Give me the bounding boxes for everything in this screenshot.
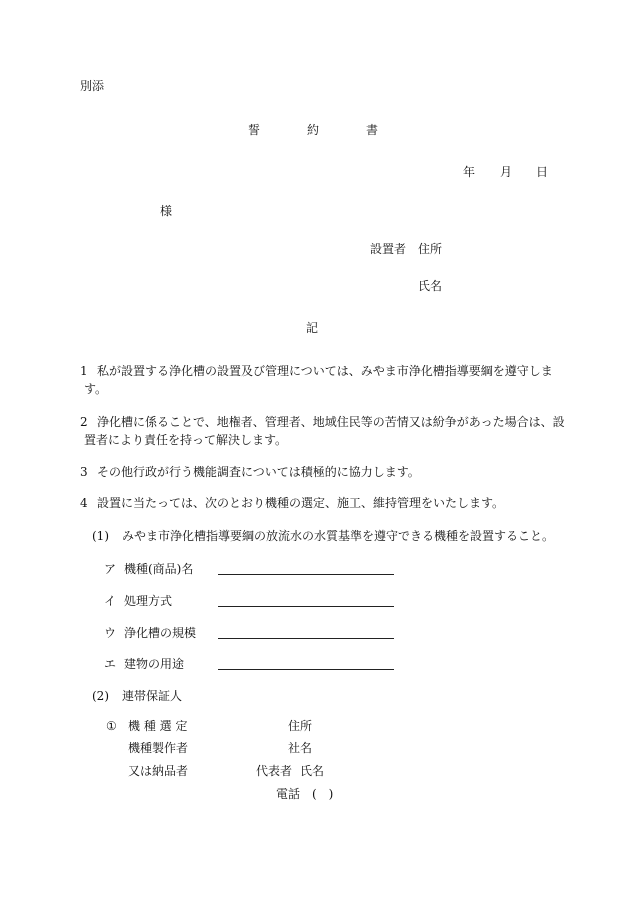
- clause-1-num: 1: [80, 364, 88, 378]
- ki-heading: 記: [306, 321, 319, 335]
- installer-address-label: 住所: [418, 242, 443, 256]
- guarantor-left-line-2: 機種製作者: [128, 741, 189, 755]
- item-e-kana: エ: [104, 657, 117, 671]
- guarantor-name-label: 氏名: [300, 764, 325, 778]
- date-year: 年: [463, 165, 476, 179]
- item-u-kana: ウ: [104, 626, 117, 640]
- item-a-kana: ア: [104, 562, 117, 576]
- guarantor-phone-label: 電話: [276, 787, 301, 801]
- guarantor-rep-label: 代表者: [256, 764, 293, 778]
- guarantor-left-line-3: 又は納品者: [128, 764, 189, 778]
- title-char-1: 誓: [248, 123, 261, 137]
- date-day: 日: [536, 165, 549, 179]
- attachment-label: 別添: [80, 79, 105, 93]
- installer-name-label: 氏名: [418, 279, 443, 293]
- item-u-blank-line: [218, 638, 394, 639]
- clause-1-line2: す。: [84, 382, 108, 396]
- title-char-3: 書: [366, 123, 379, 137]
- item-i-kana: イ: [104, 594, 117, 608]
- sub2-num: (2): [92, 689, 109, 703]
- item-e-label: 建物の用途: [124, 657, 185, 671]
- guarantor-address-label: 住所: [288, 719, 313, 733]
- item-u-label: 浄化槽の規模: [124, 626, 197, 640]
- title-char-2: 約: [307, 123, 320, 137]
- installer-role: 設置者: [370, 242, 407, 256]
- clause-3-line1: その他行政が行う機能調査については積極的に協力します。: [97, 465, 420, 479]
- item-i-blank-line: [218, 606, 394, 607]
- guarantor-circle-num: ①: [106, 719, 117, 733]
- item-a-label: 機種(商品)名: [124, 562, 194, 576]
- sub1-text: みやま市浄化槽指導要綱の放流水の水質基準を遵守できる機種を設置すること。: [122, 529, 555, 543]
- clause-4-num: 4: [80, 496, 88, 510]
- document-title: [0, 124, 630, 140]
- clause-3-num: 3: [80, 465, 88, 479]
- item-e-blank-line: [218, 669, 394, 670]
- clause-4-line1: 設置に当たっては、次のとおり機種の選定、施工、維持管理をいたします。: [97, 496, 505, 510]
- date-month: 月: [500, 165, 513, 179]
- guarantor-left-line-1: 機 種 選 定: [128, 719, 188, 733]
- sub1-num: (1): [92, 529, 109, 543]
- guarantor-company-label: 社名: [288, 741, 313, 755]
- clause-2-num: 2: [80, 415, 88, 429]
- guarantor-phone-parens: ( ): [312, 787, 334, 801]
- clause-2-line1: 浄化槽に係ることで、地権者、管理者、地域住民等の苦情又は紛争があった場合は、設: [97, 415, 565, 429]
- sub2-text: 連帯保証人: [122, 689, 183, 703]
- item-i-label: 処理方式: [124, 594, 173, 608]
- clause-2-line2: 置者により責任を持って解決します。: [84, 433, 288, 447]
- addressee-suffix: 様: [160, 204, 173, 218]
- clause-1-line1: 私が設置する浄化槽の設置及び管理については、みやま市浄化槽指導要綱を遵守しま: [97, 364, 553, 378]
- item-a-blank-line: [218, 574, 394, 575]
